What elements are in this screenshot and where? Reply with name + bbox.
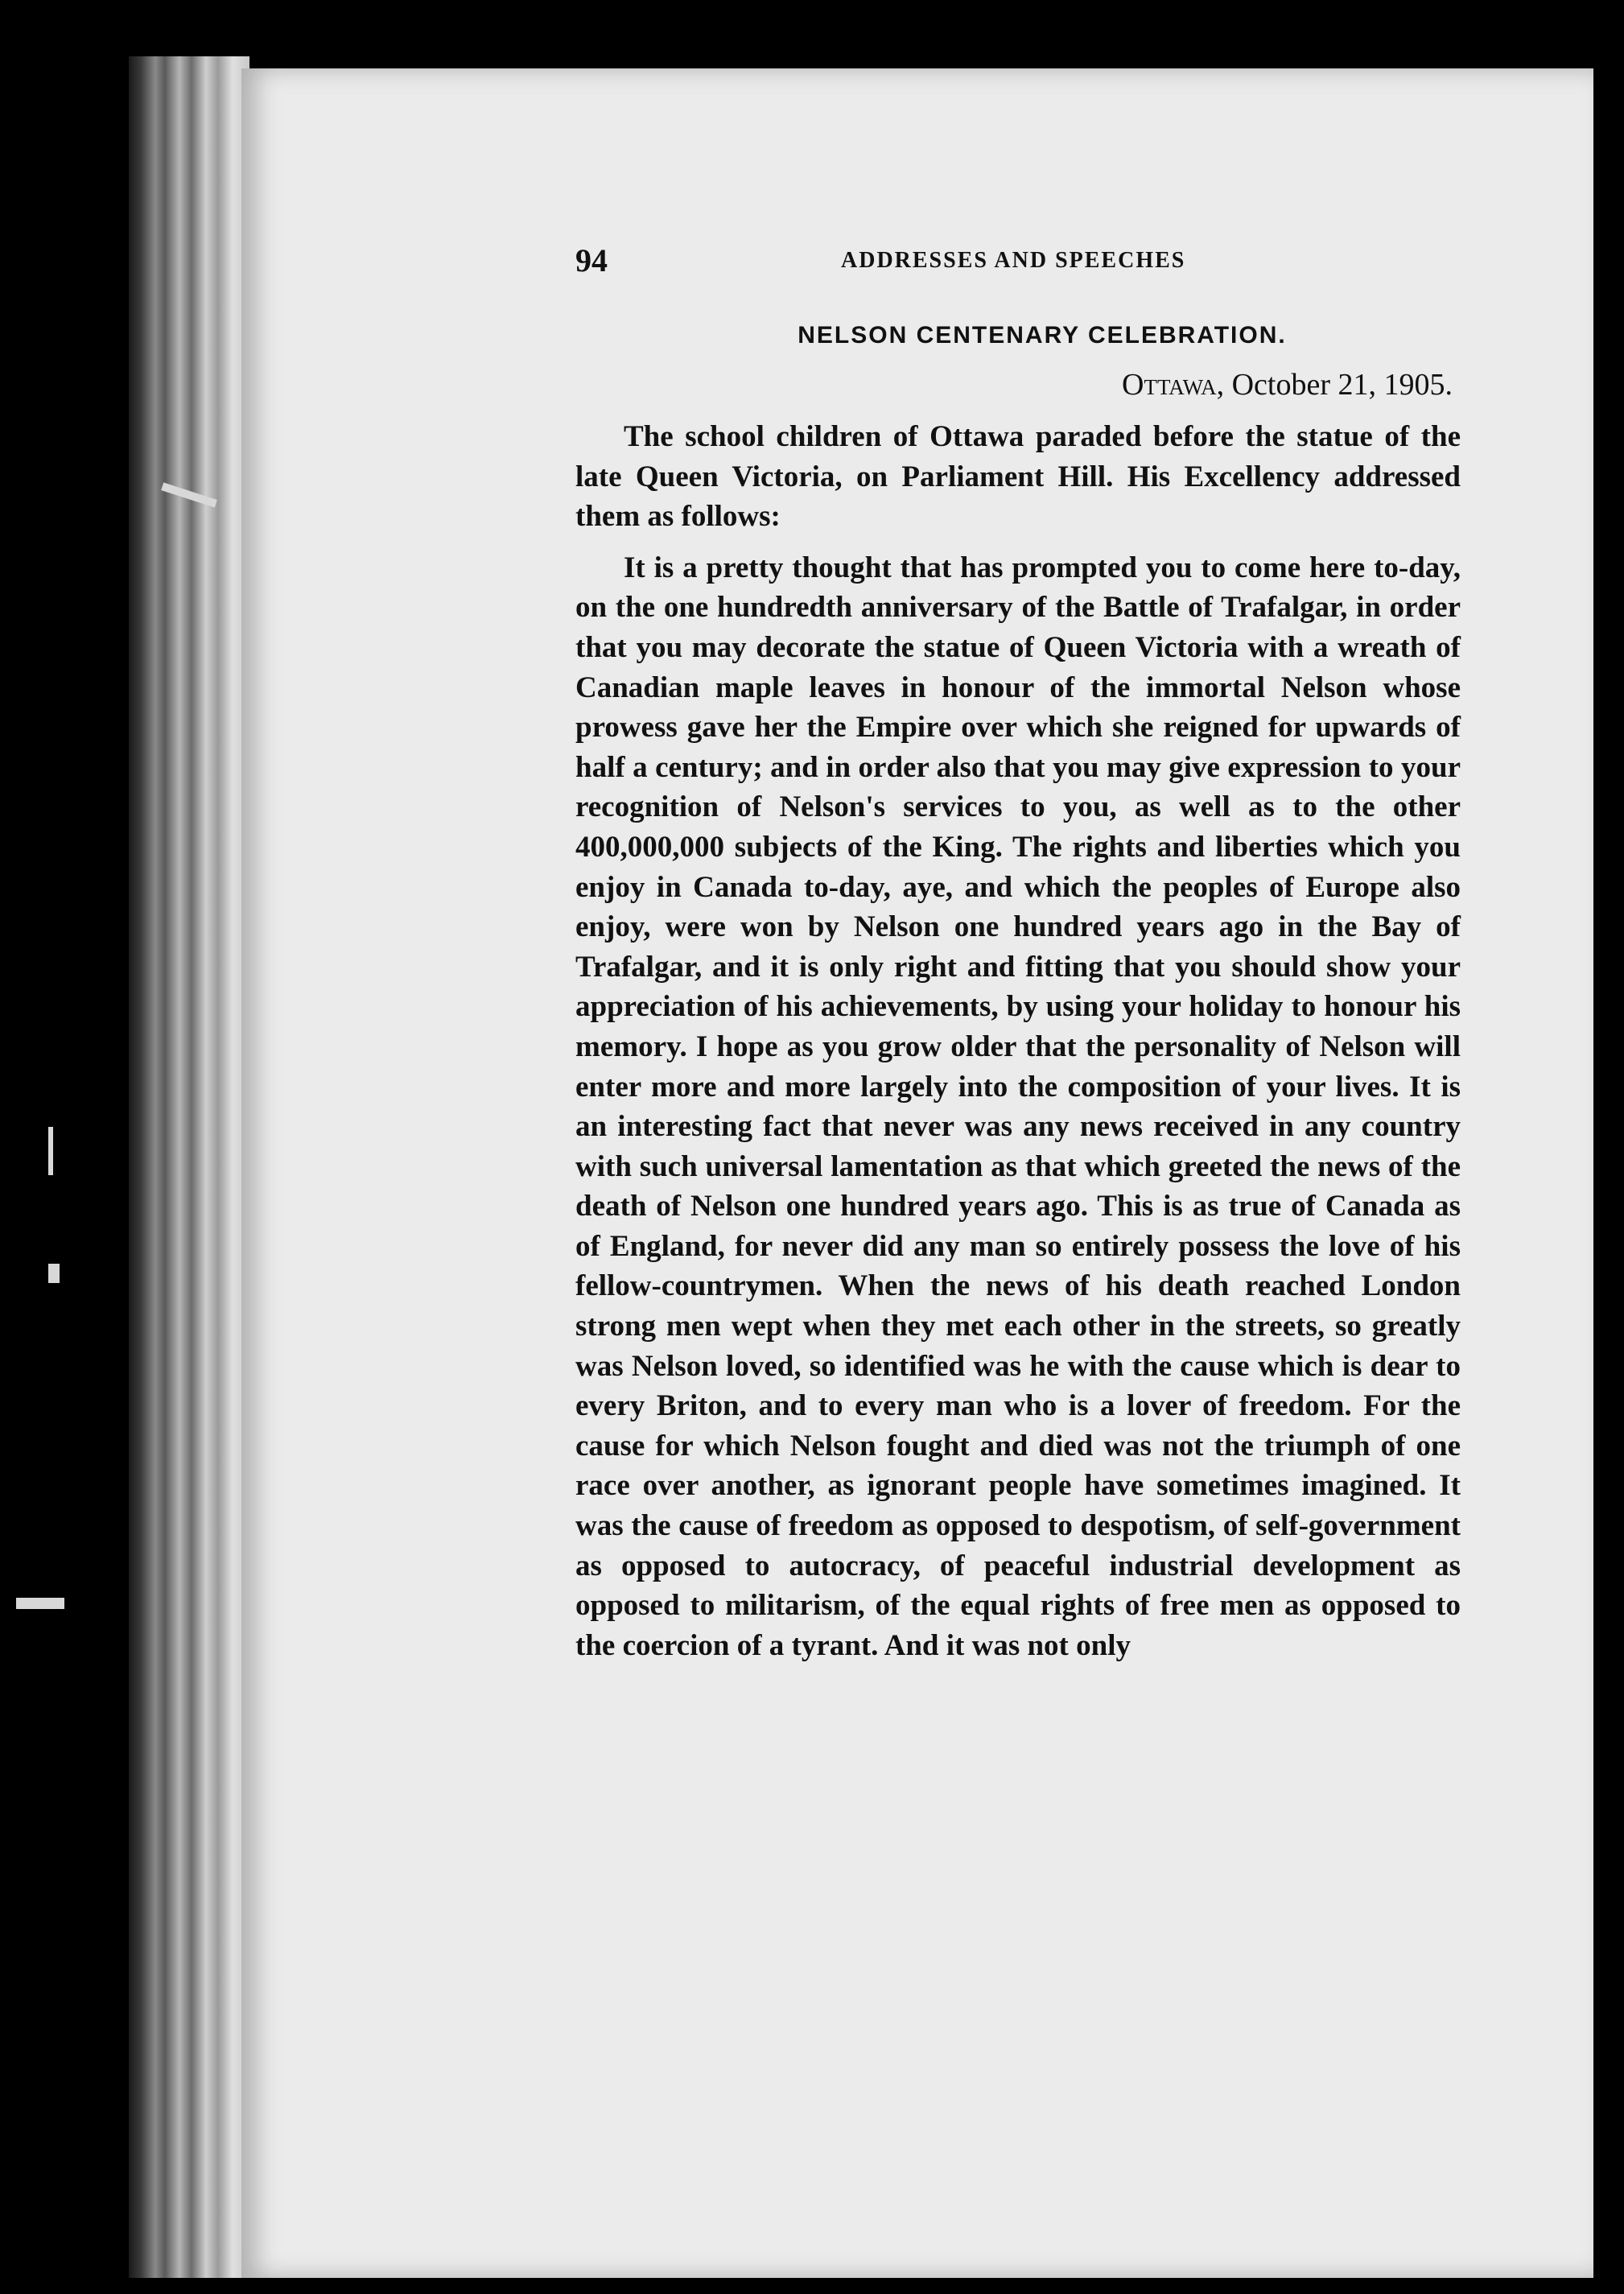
- dateline-date: , October 21, 1905.: [1216, 368, 1453, 402]
- intro-paragraph: The school children of Ottawa paraded before the statue of the late Queen Victoria, on Parliament Hill. His Excellency addressed them as follows:: [575, 420, 1461, 534]
- page-number: 94: [575, 242, 608, 278]
- running-head: [575, 241, 1461, 290]
- dateline-place: Ottawa: [1122, 368, 1217, 402]
- dateline: [575, 367, 1461, 402]
- book-spine: [129, 56, 249, 2278]
- edge-mark: [16, 1598, 64, 1609]
- page-text: [575, 241, 1461, 1665]
- section-heading: NELSON CENTENARY CELEBRATION.: [798, 322, 1287, 349]
- edge-mark: [48, 1264, 60, 1283]
- edge-mark: [48, 1127, 53, 1175]
- running-title: ADDRESSES AND SPEECHES: [841, 248, 1186, 273]
- speech-paragraph: It is a pretty thought that has prompted you to come here to-day, on the one hundredth anniversary of the Battle of Trafalgar, in order that you may decorate the statue of Queen Victoria with a wreath of Canadian maple leaves in honour of the immortal Nelson whose prowess gave her the Empire over which she reigned for upwards of half a century; and in order also that you may give expression to your recognition of Nelson's services to you, as well as to the other 400,000,000 subjects of the King. The rights and liberties which you enjoy in Canada to-day, aye, and which the peoples of Europe also enjoy, were won by Nelson one hundred years ago in the Bay of Trafalgar, and it is only right and fitting that you should show your appreciation of his achievements, by using your holiday to honour his memory. I hope as you grow older that the personality of Nelson will enter more and more largely into the composition of your lives. It is an interesting fact that never was any news received in any country with such universal lamentation as that which greeted the news of the death of Nelson one hundred years ago. This is as true of Canada as of England, for never did any man so entirely possess the love of his fellow-countrymen. When the news of his death reached London strong men wept when they met each other in the streets, so greatly was Nelson loved, so identified was he with the cause which is dear to every Briton, and to every man who is a lover of freedom. For the cause for which Nelson fought and died was not the triumph of one race over another, as ignorant people have sometimes imagined. It was the cause of freedom as opposed to despotism, of self-government as opposed to autocracy, of peaceful industrial development as opposed to militarism, of the equal rights of free men as opposed to the coercion of a tyrant. And it was not only: [575, 551, 1461, 1662]
